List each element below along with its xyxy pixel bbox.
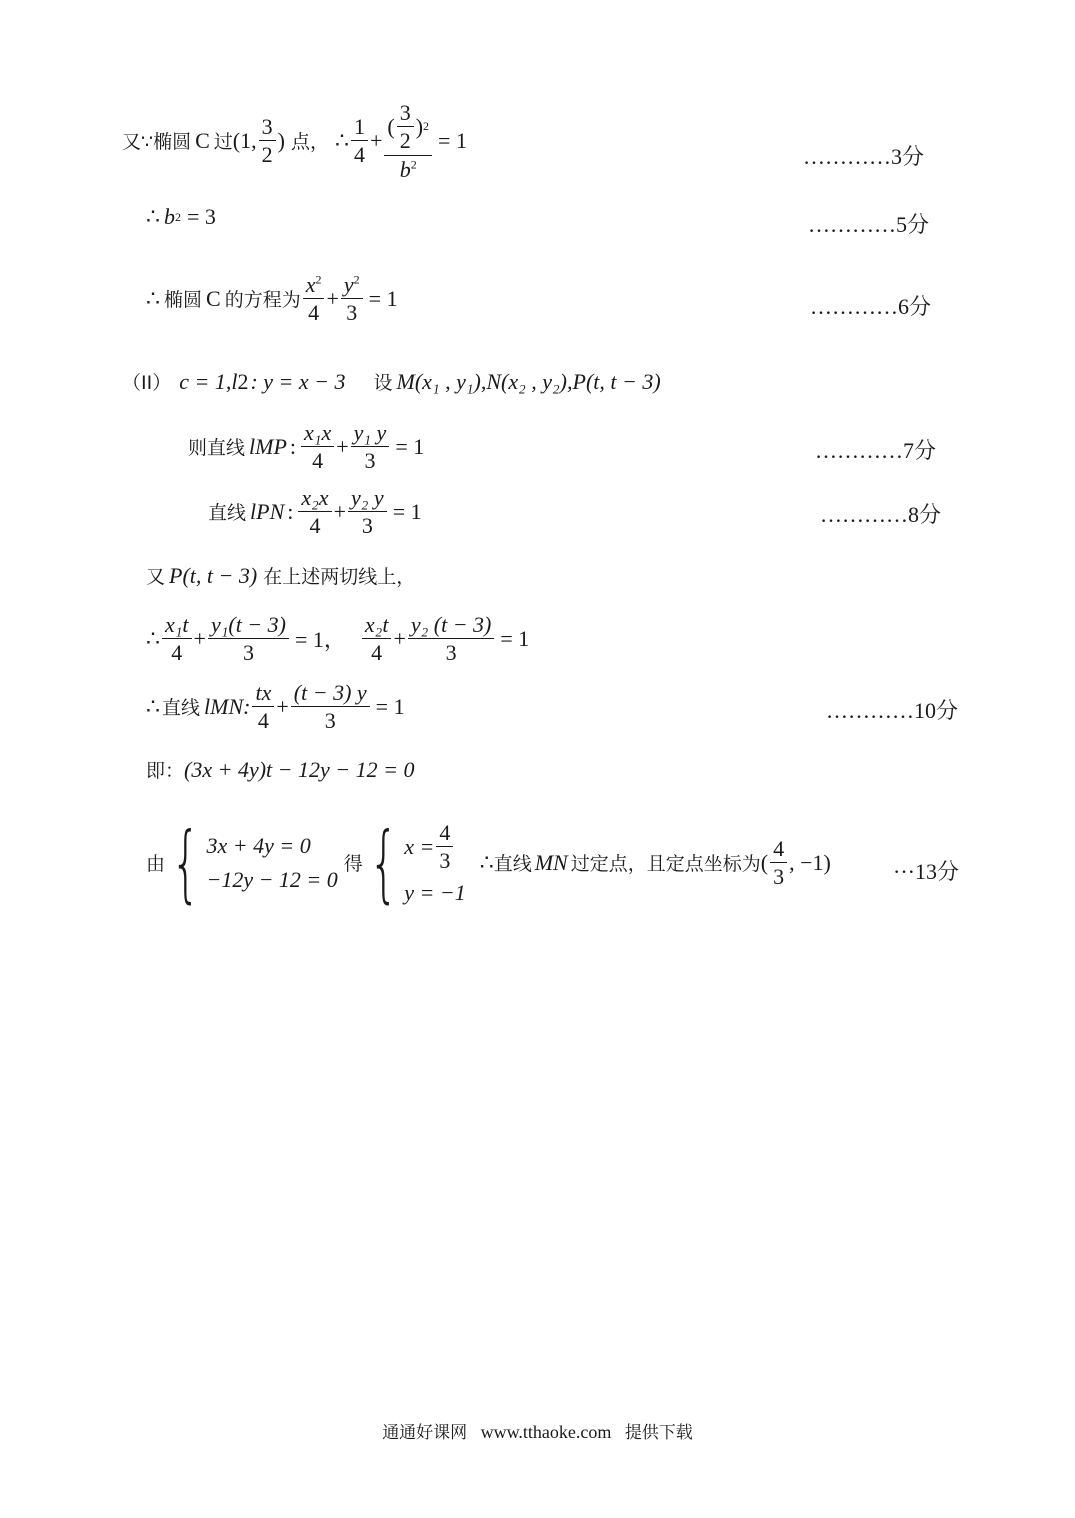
fraction: $\frac{(t - 3) y}{3}$	[291, 680, 370, 734]
fraction: $\frac{\text{x₁x}}{4}$	[301, 420, 334, 474]
fraction: $\frac{\text{x₂t}}{4}$	[362, 612, 392, 666]
tangent-pn: 直线 l PN : $\frac{\text{x₂x}}{4}$ + $\frac{\text{y₂ y}}{3}$ = 1	[208, 485, 422, 539]
fraction: $\frac{4}{3}$	[770, 836, 787, 890]
step-ellipse-passes-point: 又∵椭圆 C 过 (1, $\frac{3}{2}$ ) 点， ∴ $\frac{1}{4}$ + ( $\frac{3}{2}$ ) 2 $b^2$ = 1	[122, 100, 467, 182]
line-mn-rewritten: 即： (3x + 4y)t − 12y − 12 = 0	[146, 756, 415, 782]
step-b-squared: ∴ b 2 = 3	[146, 204, 216, 229]
score-10: …………10分	[826, 698, 959, 723]
fixed-point-solution: 由 { 3x + 4y = 0 −12y − 12 = 0 得 { x = $\frac{4}{3}$ y = −1 ∴ 直线 MN 过定点，且定点坐标为 ( $\frac{4}{3}$ , −1)	[146, 813, 831, 912]
fraction: $\frac{\text{y₂ y}}{3}$	[348, 485, 387, 539]
system-equations: { 3x + 4y = 0 −12y − 12 = 0	[171, 813, 338, 912]
substitute-p: ∴ $\frac{\text{x₁t}}{4}$ + $\frac{\text{y₁(t − 3)}}{3}$ = 1， $\frac{\text{x₂t}}{4}$ + $\frac{\text{y₂ (t − 3)}}{3}$ = 1	[146, 612, 530, 666]
fraction: $\frac{\text{y₁ y}}{3}$	[351, 420, 390, 474]
footer-attribution: 通通好课网 www.tthaoke.com 提供下载	[382, 1422, 693, 1443]
footer-url[interactable]: www.tthaoke.com	[480, 1422, 612, 1442]
line-mn-equation: ∴ 直线 l MN: $\frac{tx}{4}$ + $\frac{(t - 3) y}{3}$ = 1	[146, 680, 405, 734]
tangent-mp: 则直线 l MP : $\frac{\text{x₁x}}{4}$ + $\frac{\text{y₁ y}}{3}$ = 1	[188, 420, 425, 474]
score-7: …………7分	[815, 438, 937, 463]
p-on-tangents: 又 P (t, t − 3) 在上述两切线上，	[146, 562, 416, 588]
score-13: ···13分	[893, 859, 959, 884]
fraction: $\frac{3}{2}$	[259, 114, 276, 168]
score-5: …………5分	[808, 212, 930, 237]
step-ellipse-equation: ∴ 椭圆 C 的方程为 $\frac{x^2}{4}$ + $\frac{y^2}{3}$ = 1	[146, 272, 398, 326]
fraction: $\frac{\text{x₁t}}{4}$	[162, 612, 192, 666]
fraction: $\frac{1}{4}$	[351, 114, 368, 168]
score-8: …………8分	[820, 502, 942, 527]
part-two-setup: （II） c = 1, l 2 : y = x − 3 设 M (x₁ , y₁), N (x₂ , y₂), P (t, t − 3)	[122, 368, 661, 394]
fraction: ( $\frac{3}{2}$ ) 2 $b^2$	[384, 100, 432, 182]
fraction: $\frac{\text{y₁(t − 3)}}{3}$	[208, 612, 289, 666]
score-6: …………6分	[810, 294, 932, 319]
fraction: $\frac{tx}{4}$	[252, 680, 274, 734]
score-3: …………3分	[803, 144, 925, 169]
fraction: $\frac{\text{x₂x}}{4}$	[298, 485, 331, 539]
fraction: $\frac{\text{y₂ (t − 3)}}{3}$	[408, 612, 495, 666]
system-solution: { x = $\frac{4}{3}$ y = −1	[368, 813, 466, 912]
fraction: $\frac{x^2}{4}$	[303, 272, 325, 326]
fraction: $\frac{y^2}{3}$	[341, 272, 363, 326]
